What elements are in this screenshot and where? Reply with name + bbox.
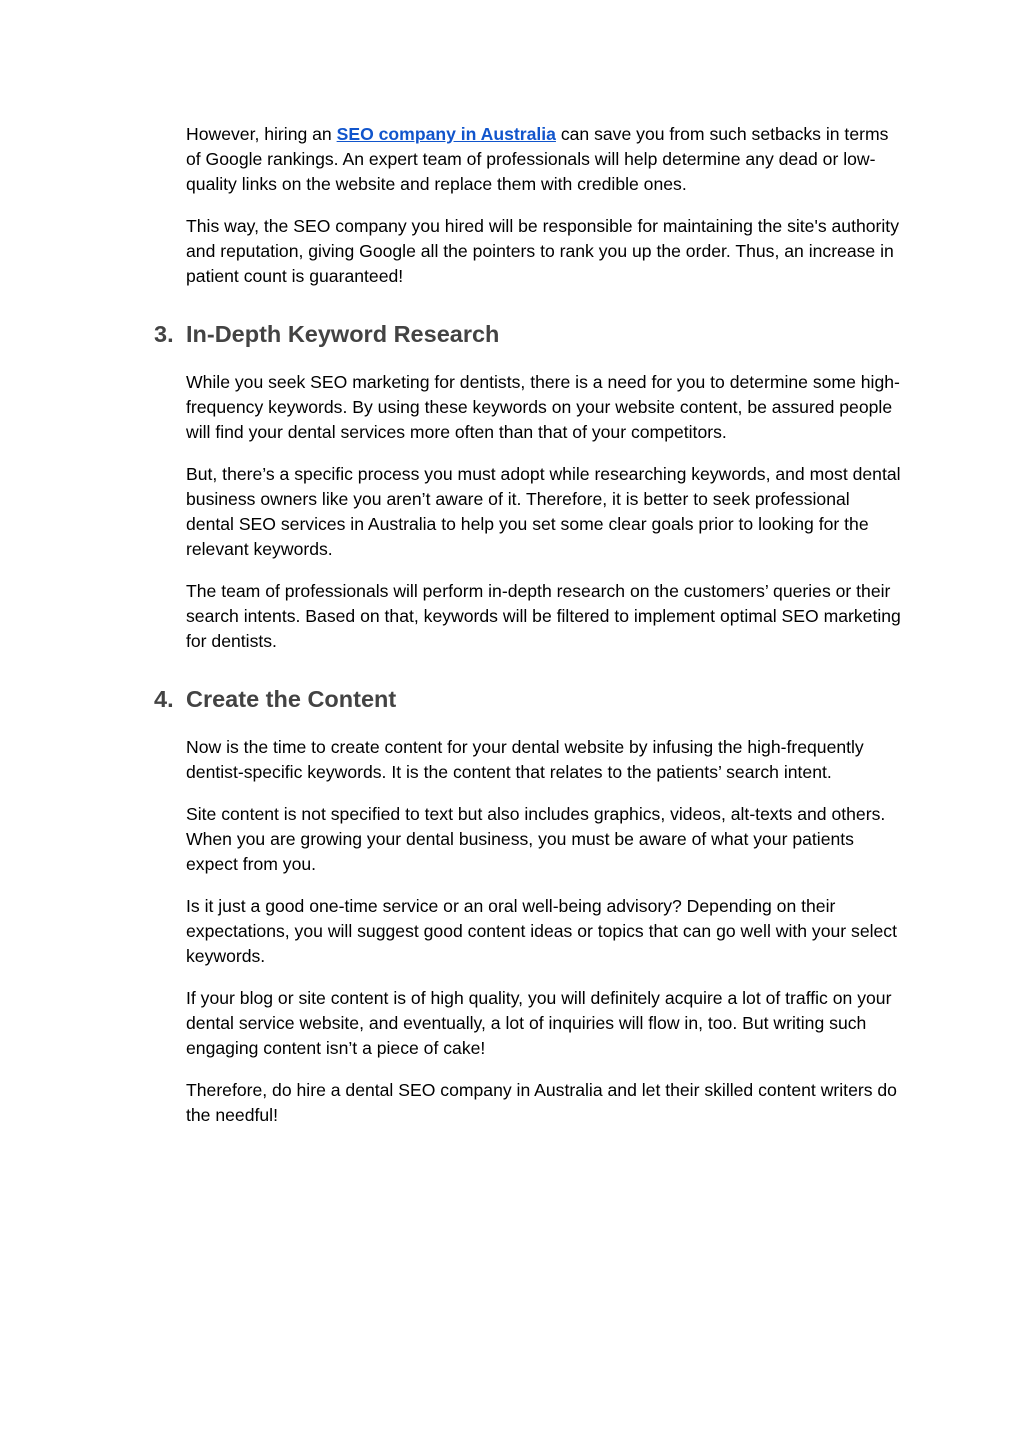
section-heading-keyword-research xyxy=(154,319,902,349)
section-paragraph: But, there’s a specific process you must adopt while researching keywords, and most dental business owners like you aren’t aware of it. Therefore, it is better to seek professional dental SEO services in Australia to help you set some clear goals prior to looking for the relevant keywords. xyxy=(186,464,901,559)
section-paragraph: Now is the time to create content for your dental website by infusing the high-frequently dentist-specific keywords. It is the content that relates to the patients’ search intent. xyxy=(186,737,864,782)
document-body xyxy=(154,122,902,1145)
intro-paragraph-1 xyxy=(186,122,902,197)
intro-paragraph-1-after: can save you from such setbacks in terms of Google rankings. An expert team of professionals will help determine any dead or low-quality links on the website and replace them with credible ones. xyxy=(186,124,889,194)
section-paragraph: Therefore, do hire a dental SEO company in Australia and let their skilled content writers do the needful! xyxy=(186,1080,897,1125)
section-number: 3. xyxy=(154,321,174,347)
section-paragraph: Site content is not specified to text but also includes graphics, videos, alt-texts and others. When you are growing your dental business, you must be aware of what your patients expect from you. xyxy=(186,804,886,874)
section-number: 4. xyxy=(154,686,174,712)
section-paragraph: While you seek SEO marketing for dentists, there is a need for you to determine some high-frequency keywords. By using these keywords on your website content, be assured people will find your dental services more often than that of your competitors. xyxy=(186,372,900,442)
section-title: Create the Content xyxy=(186,686,397,712)
section-heading-create-content xyxy=(154,684,902,714)
section-paragraph: Is it just a good one-time service or an oral well-being advisory? Depending on their expectations, you will suggest good content ideas or topics that can go well with your select keywords. xyxy=(186,896,897,966)
intro-paragraph-1-before: However, hiring an xyxy=(186,124,337,144)
section-paragraph: The team of professionals will perform in-depth research on the customers’ queries or their search intents. Based on that, keywords will be filtered to implement optimal SEO marketing for dentists. xyxy=(186,581,901,651)
section-paragraph: If your blog or site content is of high quality, you will definitely acquire a lot of traffic on your dental service website, and eventually, a lot of inquiries will flow in, too. But writing such engaging content isn’t a piece of cake! xyxy=(186,988,892,1058)
section-title: In-Depth Keyword Research xyxy=(186,321,500,347)
seo-company-link[interactable]: SEO company in Australia xyxy=(336,124,556,144)
intro-paragraph-2: This way, the SEO company you hired will be responsible for maintaining the site's authority and reputation, giving Google all the pointers to rank you up the order. Thus, an increase in patient count is guaranteed! xyxy=(186,216,899,286)
